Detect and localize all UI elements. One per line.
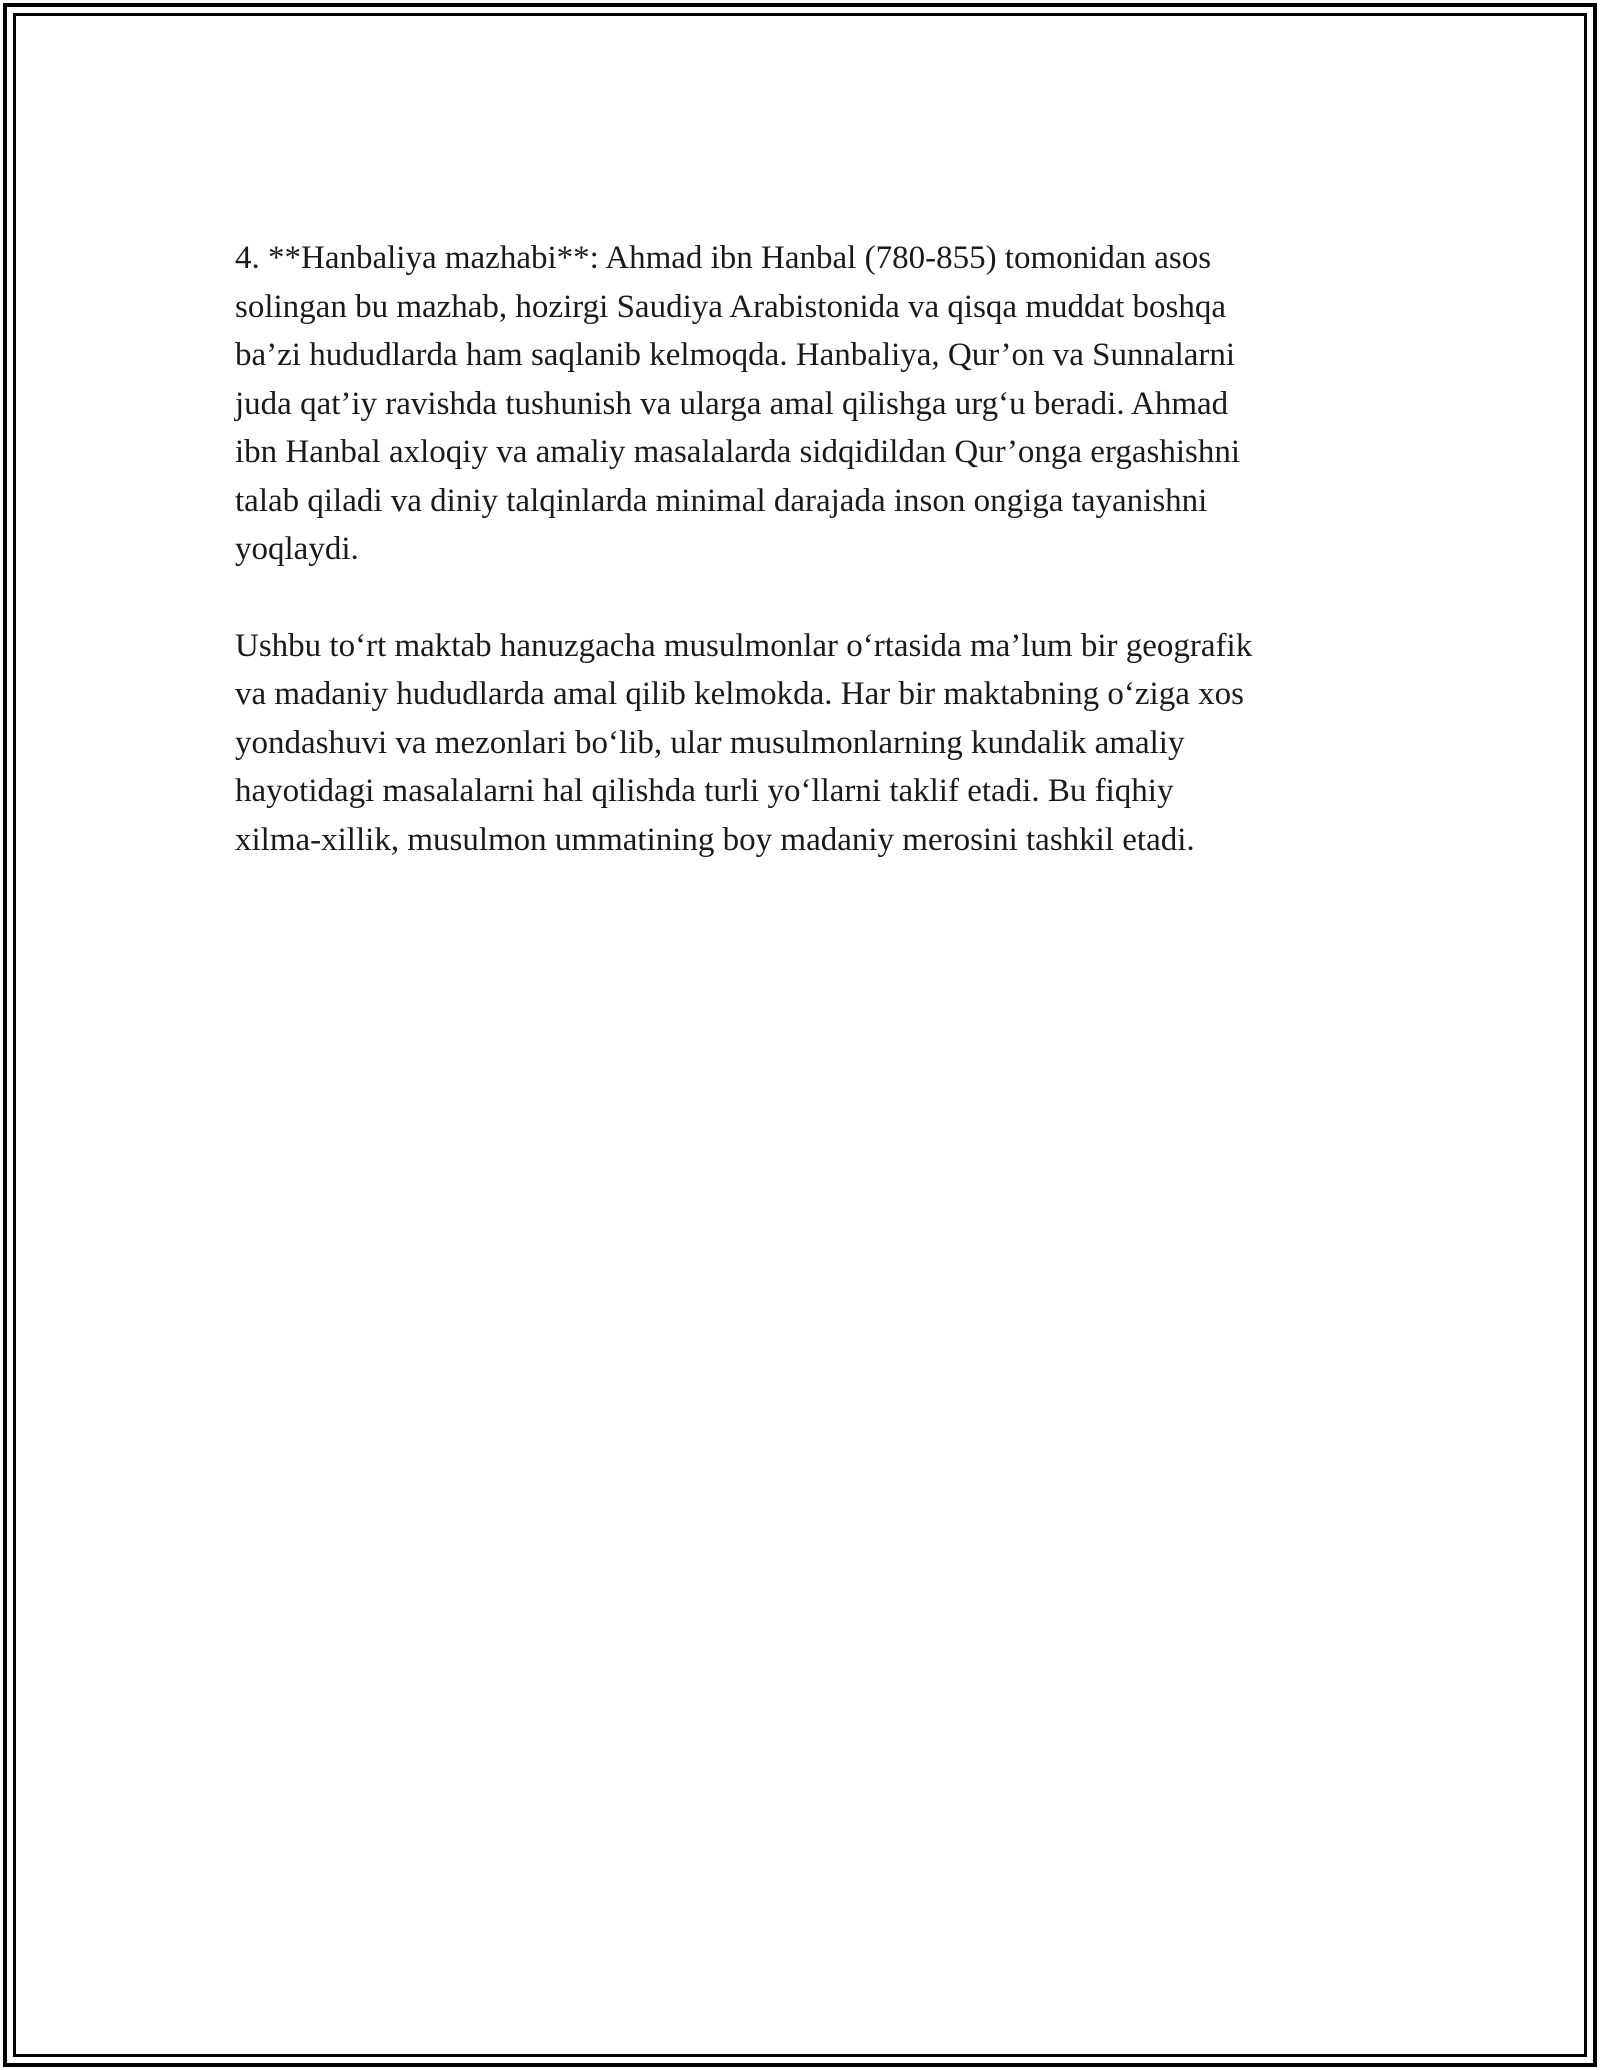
paragraph-hanbali-school: 4. **Hanbaliya mazhabi**: Ahmad ibn Hanbal (780-855) tomonidan asos solingan bu mazhab, hozirgi Saudiya Arabistonida va qisqa muddat boshqa ba’zi hududlarda ham saqlanib kelmoqda. Hanbaliya, Qur’on va Sunnalarni juda qat’iy ravishda tushunish va ularga amal qilishga urg‘u beradi. Ahmad ibn Hanbal axloqiy va amaliy masalalarda sidqidildan Qur’onga ergashishni talab qiladi va diniy talqinlarda minimal darajada inson ongiga tayanishni yoqlaydi. [235, 240, 1241, 567]
document-body [235, 234, 1385, 912]
paragraph-four-schools-summary: Ushbu to‘rt maktab hanuzgacha musulmonlar o‘rtasida ma’lum bir geografik va madaniy hududlarda amal qilib kelmokda. Har bir maktabning o‘ziga xos yondashuvi va mezonlari bo‘lib, ular musulmonlarning kundalik amaliy hayotidagi masalalarni hal qilishda turli yo‘llarni taklif etadi. Bu fiqhiy xilma-xillik, musulmon ummatining boy madaniy merosini tashkil etadi. [235, 627, 1253, 858]
